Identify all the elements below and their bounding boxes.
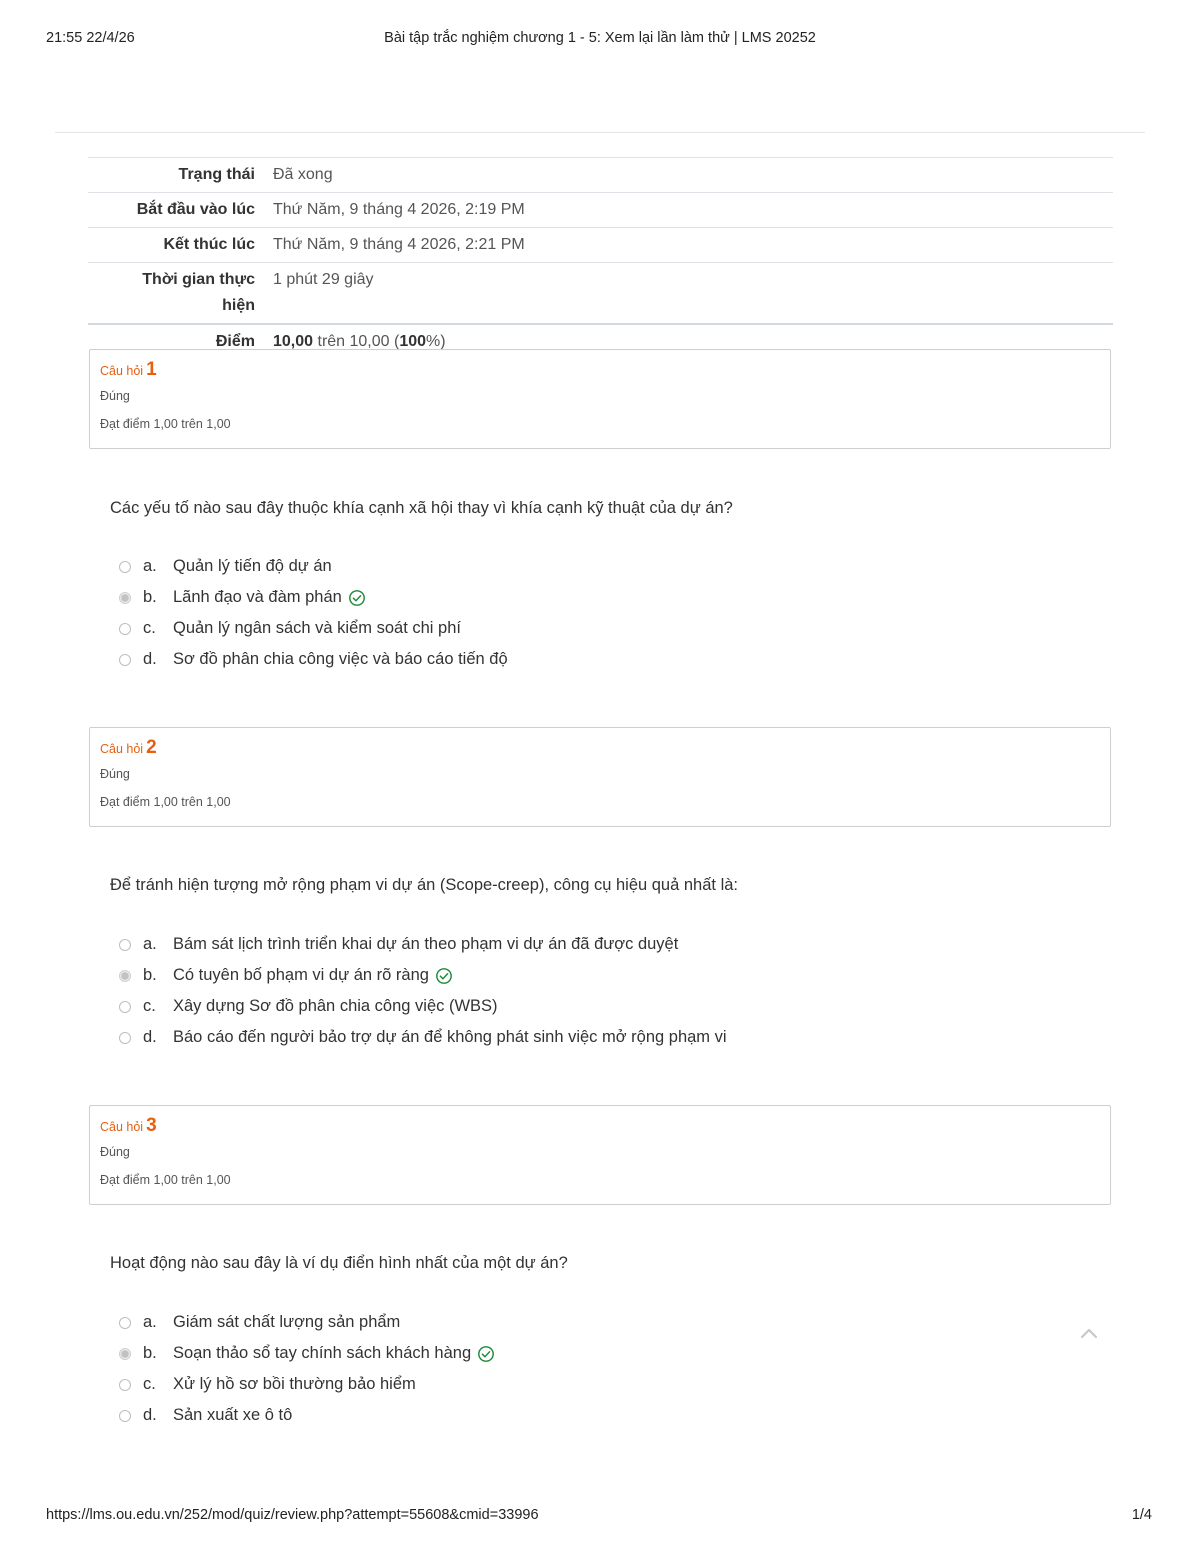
answer-list-2 <box>119 929 727 1053</box>
duration-label-line2: hiện <box>222 297 255 314</box>
answer-option[interactable] <box>119 991 727 1022</box>
question-grade: Đạt điểm 1,00 trên 1,00 <box>100 417 231 431</box>
answer-text: Có tuyên bố phạm vi dự án rõ ràng <box>173 966 429 984</box>
answer-option[interactable] <box>119 960 727 991</box>
answer-option[interactable] <box>119 644 508 675</box>
answer-letter: b. <box>143 588 157 606</box>
radio-button[interactable] <box>119 1001 131 1013</box>
attempt-summary-table <box>88 157 1113 359</box>
check-circle-icon <box>348 589 366 607</box>
radio-button[interactable] <box>119 654 131 666</box>
question-num: 2 <box>146 737 157 758</box>
question-prefix: Câu hỏi <box>100 364 144 378</box>
answer-list-3 <box>119 1307 495 1431</box>
answer-text: Xử lý hồ sơ bồi thường bảo hiểm <box>173 1375 416 1393</box>
answer-text: Sản xuất xe ô tô <box>173 1406 293 1424</box>
status-value: Đã xong <box>273 166 333 183</box>
answer-letter: c. <box>143 619 156 637</box>
score-label: Điểm <box>215 333 255 350</box>
score-got: 10,00 <box>273 333 314 350</box>
question-info-1 <box>89 349 1111 449</box>
answer-option[interactable] <box>119 582 508 613</box>
answer-text: Quản lý tiến độ dự án <box>173 557 332 575</box>
question-info-3 <box>89 1105 1111 1205</box>
question-state: Đúng <box>100 767 130 781</box>
score-percent: 100 <box>399 333 427 350</box>
answer-letter: d. <box>143 650 157 668</box>
question-grade: Đạt điểm 1,00 trên 1,00 <box>100 795 231 809</box>
end-time-value: Thứ Năm, 9 tháng 4 2026, 2:21 PM <box>273 236 525 253</box>
answer-text: Soạn thảo sổ tay chính sách khách hàng <box>173 1344 472 1362</box>
question-prefix: Câu hỏi <box>100 1120 144 1134</box>
answer-option[interactable] <box>119 1369 495 1400</box>
answer-letter: c. <box>143 997 156 1015</box>
radio-button-selected[interactable] <box>119 1348 131 1360</box>
question-prefix: Câu hỏi <box>100 742 144 756</box>
question-text-3: Hoạt động nào sau đây là ví dụ điển hình nhất của một dự án? <box>110 1254 568 1272</box>
answer-option[interactable] <box>119 1400 495 1431</box>
answer-list-1 <box>119 551 508 675</box>
answer-letter: a. <box>143 557 157 575</box>
answer-letter: b. <box>143 1344 157 1362</box>
radio-button[interactable] <box>119 1317 131 1329</box>
question-state: Đúng <box>100 389 130 403</box>
answer-text: Sơ đồ phân chia công việc và báo cáo tiến độ <box>173 650 508 668</box>
answer-option[interactable] <box>119 929 727 960</box>
radio-button[interactable] <box>119 623 131 635</box>
question-grade: Đạt điểm 1,00 trên 1,00 <box>100 1173 231 1187</box>
question-text-2: Để tránh hiện tượng mở rộng phạm vi dự án (Scope-creep), công cụ hiệu quả nhất là: <box>110 876 738 894</box>
page-url: https://lms.ou.edu.vn/252/mod/quiz/review.php?attempt=55608&cmid=33996 <box>46 1507 539 1523</box>
radio-button[interactable] <box>119 561 131 573</box>
chevron-up-icon[interactable] <box>1078 1325 1100 1341</box>
document-title: Bài tập trắc nghiệm chương 1 - 5: Xem lại lần làm thử | LMS 20252 <box>384 30 816 46</box>
page-number: 1/4 <box>1131 1507 1152 1523</box>
divider <box>55 132 1145 133</box>
end-time-label: Kết thúc lúc <box>163 236 255 253</box>
question-num: 3 <box>146 1115 157 1136</box>
question-info-2 <box>89 727 1111 827</box>
start-time-label: Bắt đầu vào lúc <box>136 201 255 218</box>
answer-text: Xây dựng Sơ đồ phân chia công việc (WBS) <box>173 997 498 1015</box>
question-text-1: Các yếu tố nào sau đây thuộc khía cạnh xã hội thay vì khía cạnh kỹ thuật của dự án? <box>110 499 733 517</box>
radio-button-selected[interactable] <box>119 592 131 604</box>
answer-option[interactable] <box>119 551 508 582</box>
answer-letter: a. <box>143 1313 157 1331</box>
answer-letter: a. <box>143 935 157 953</box>
answer-text: Bám sát lịch trình triển khai dự án theo phạm vi dự án đã được duyệt <box>173 935 679 953</box>
question-num: 1 <box>146 359 157 380</box>
question-number <box>100 1115 1100 1137</box>
duration-value: 1 phút 29 giây <box>273 271 374 288</box>
check-circle-icon <box>435 967 453 985</box>
radio-button[interactable] <box>119 939 131 951</box>
answer-option[interactable] <box>119 1307 495 1338</box>
answer-letter: d. <box>143 1028 157 1046</box>
answer-text: Quản lý ngân sách và kiểm soát chi phí <box>173 619 461 637</box>
answer-option[interactable] <box>119 1338 495 1369</box>
question-state: Đúng <box>100 1145 130 1159</box>
radio-button[interactable] <box>119 1379 131 1391</box>
score-end: %) <box>426 333 446 350</box>
answer-option[interactable] <box>119 1022 727 1053</box>
score-of: trên 10,00 ( <box>313 333 400 350</box>
answer-text: Giám sát chất lượng sản phẩm <box>173 1313 401 1331</box>
question-number <box>100 737 1100 759</box>
radio-button-selected[interactable] <box>119 970 131 982</box>
duration-label-line1: Thời gian thực <box>142 271 255 288</box>
question-number <box>100 359 1100 381</box>
answer-option[interactable] <box>119 613 508 644</box>
answer-text: Báo cáo đến người bảo trợ dự án để không phát sinh việc mở rộng phạm vi <box>173 1028 727 1046</box>
radio-button[interactable] <box>119 1032 131 1044</box>
print-header <box>46 30 1154 50</box>
check-circle-icon <box>477 1345 495 1363</box>
status-label: Trạng thái <box>178 166 255 183</box>
print-timestamp: 21:55 22/4/26 <box>46 30 135 46</box>
radio-button[interactable] <box>119 1410 131 1422</box>
answer-letter: d. <box>143 1406 157 1424</box>
answer-letter: c. <box>143 1375 156 1393</box>
start-time-value: Thứ Năm, 9 tháng 4 2026, 2:19 PM <box>273 201 525 218</box>
duration-label <box>88 263 273 325</box>
answer-letter: b. <box>143 966 157 984</box>
answer-text: Lãnh đạo và đàm phán <box>173 588 342 606</box>
